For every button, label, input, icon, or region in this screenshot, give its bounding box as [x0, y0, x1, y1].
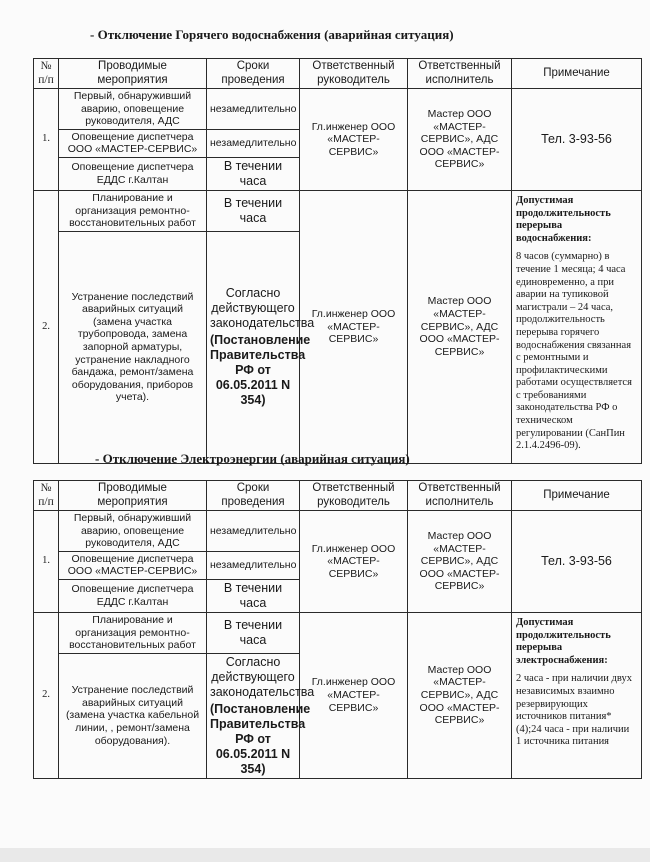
note-title: Допустимая продолжительность перерыва водоснабжения:	[516, 194, 611, 244]
header-num: № п/п	[34, 59, 59, 89]
measure-cell: Устранение последствий аварийных ситуаций (замена участка кабельной линии, , ремонт/замена оборудования).	[59, 653, 207, 778]
measure-cell: Устранение последствий аварийных ситуаций (замена участка трубопровода, замена запорной арматуры, устранение накладного бандажа, ремонт/замена оборудования, приборов учета).	[59, 231, 207, 463]
manager-cell: Гл.инженер ООО «МАСТЕР-СЕРВИС»	[300, 511, 408, 613]
measure-cell: Оповещение диспетчера ООО «МАСТЕР-СЕРВИС»	[59, 551, 207, 579]
header-measures: Проводимые мероприятия	[59, 59, 207, 89]
term-law: (Постановление Правительства РФ от 06.05.2011 N 354)	[210, 333, 311, 408]
table-row	[34, 190, 642, 231]
measure-cell: Планирование и организация ремонтно-восстановительных работ	[59, 190, 207, 231]
header-executor: Ответственный исполнитель	[408, 481, 512, 511]
executor-cell: Мастер ООО «МАСТЕР-СЕРВИС», АДС ООО «МАСТЕР-СЕРВИС»	[408, 511, 512, 613]
measure-cell: Оповещение диспетчера ЕДДС г.Калтан	[59, 157, 207, 190]
section1-table	[33, 58, 642, 464]
table-header-row	[34, 481, 642, 511]
term-text: Согласно действующего законодательства	[210, 286, 315, 331]
note-title: Допустимая продолжительность перерыва электроснабжения:	[516, 616, 611, 666]
table-row	[34, 89, 642, 130]
term-text: Согласно действующего законодательства	[210, 654, 315, 699]
header-executor: Ответственный исполнитель	[408, 59, 512, 89]
header-terms: Сроки проведения	[207, 59, 300, 89]
term-cell: незамедлительно	[207, 511, 300, 552]
table-row	[34, 511, 642, 552]
term-cell: В течении часа	[207, 612, 300, 653]
table-header-row	[34, 59, 642, 89]
row-number: 1.	[34, 511, 59, 613]
header-manager: Ответственный руководитель	[300, 59, 408, 89]
note-body: 8 часов (суммарно) в течение 1 месяца; 4 часа единовременно, а при аварии на тупиковой магистрали – 24 часа, продолжительность перерыва горячего водоснабжения связанная с ремонтными и профилактическими работами осуществляется с требованиями законодательства РФ о техническом регулировании (СанПин 2.1.4.2496-09).	[516, 251, 632, 452]
term-cell: незамедлительно	[207, 551, 300, 579]
header-note: Примечание	[512, 59, 642, 89]
term-cell: В течении часа	[207, 190, 300, 231]
duration-note	[512, 190, 642, 463]
header-num: № п/п	[34, 481, 59, 511]
term-cell: незамедлительно	[207, 89, 300, 130]
term-cell: незамедлительно	[207, 129, 300, 157]
term-law: (Постановление Правительства РФ от 06.05.2011 N 354)	[210, 701, 311, 776]
term-cell	[207, 653, 315, 778]
measure-cell: Планирование и организация ремонтно-восстановительных работ	[59, 612, 207, 653]
measure-cell: Оповещение диспетчера ООО «МАСТЕР-СЕРВИС»	[59, 129, 207, 157]
term-cell: В течении часа	[207, 157, 300, 190]
manager-cell: Гл.инженер ООО «МАСТЕР-СЕРВИС»	[300, 190, 408, 463]
term-cell: В течении часа	[207, 579, 300, 612]
manager-cell: Гл.инженер ООО «МАСТЕР-СЕРВИС»	[300, 612, 408, 778]
section2-heading: - Отключение Электроэнергии (аварийная ситуация)	[95, 451, 410, 466]
header-note: Примечание	[512, 481, 642, 511]
measure-cell: Оповещение диспетчера ЕДДС г.Калтан	[59, 579, 207, 612]
executor-cell: Мастер ООО «МАСТЕР-СЕРВИС», АДС ООО «МАСТЕР-СЕРВИС»	[408, 89, 512, 191]
phone-note: Тел. 3-93-56	[512, 511, 642, 613]
section2-table	[33, 480, 642, 779]
duration-note	[512, 612, 642, 778]
row-number: 2.	[34, 190, 59, 463]
measure-cell: Первый, обнаруживший аварию, оповещение руководителя, АДС	[59, 89, 207, 130]
note-body: 2 часа - при наличии двух независимых взаимно резервирующих источников питания*(4);24 часа - при наличии 1 источника питания	[516, 673, 632, 748]
header-terms: Сроки проведения	[207, 481, 300, 511]
executor-cell: Мастер ООО «МАСТЕР-СЕРВИС», АДС ООО «МАСТЕР-СЕРВИС»	[408, 612, 512, 778]
header-measures: Проводимые мероприятия	[59, 481, 207, 511]
row-number: 2.	[34, 612, 59, 778]
term-cell	[207, 231, 315, 463]
header-manager: Ответственный руководитель	[300, 481, 408, 511]
table-row	[34, 612, 642, 653]
section1-heading: - Отключение Горячего водоснабжения (аварийная ситуация)	[90, 27, 454, 42]
row-number: 1.	[34, 89, 59, 191]
phone-note: Тел. 3-93-56	[512, 89, 642, 191]
executor-cell: Мастер ООО «МАСТЕР-СЕРВИС», АДС ООО «МАСТЕР-СЕРВИС»	[408, 190, 512, 463]
page-bottom-edge	[0, 848, 650, 862]
manager-cell: Гл.инженер ООО «МАСТЕР-СЕРВИС»	[300, 89, 408, 191]
measure-cell: Первый, обнаруживший аварию, оповещение руководителя, АДС	[59, 511, 207, 552]
